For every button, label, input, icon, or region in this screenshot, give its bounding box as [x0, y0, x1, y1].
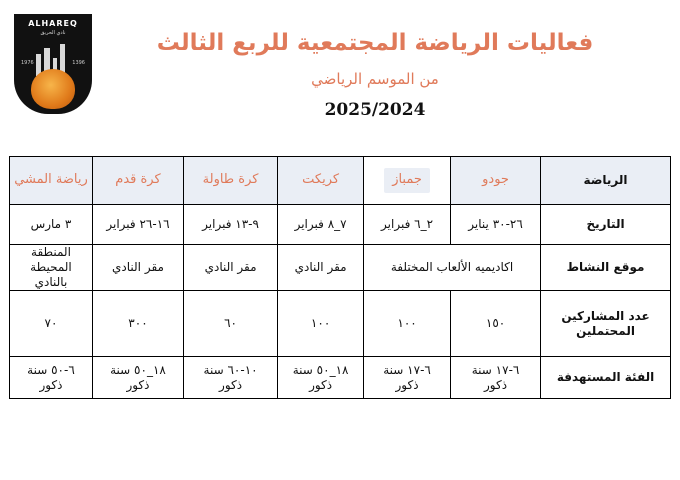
target-cell [278, 357, 364, 399]
date-cell: ٧_٨ فبراير [278, 205, 364, 245]
logo-name: ALHAREQ [28, 19, 78, 28]
sport-row-label: الرياضة [541, 157, 671, 205]
logo-year-right: 1396 [72, 60, 85, 66]
sport-judo: جودو [451, 157, 541, 205]
participants-cell: ١٠٠ [364, 291, 451, 357]
participants-cell: ١٥٠ [451, 291, 541, 357]
date-row-label: التاريخ [541, 205, 671, 245]
location-row [10, 245, 671, 291]
club-logo [14, 14, 92, 114]
date-row [10, 205, 671, 245]
target-age: ٦-٥٠ سنة [27, 362, 75, 377]
target-cell [451, 357, 541, 399]
target-age: ١٨_٥٠ سنة [110, 362, 166, 377]
date-cell: ٣ مارس [10, 205, 93, 245]
basketball-icon [31, 69, 75, 109]
page-title: فعاليات الرياضة المجتمعية للربع الثالث [156, 30, 594, 56]
season-year: 2025/2024 [324, 100, 426, 120]
sport-gymnastics: جمباز [384, 168, 430, 192]
location-cell: مقر النادي [278, 245, 364, 291]
logo-arabic-name: نادي الحريق [40, 30, 66, 36]
sport-football: كرة قدم [92, 157, 183, 205]
participants-cell: ٦٠ [184, 291, 278, 357]
target-gender: ذكور [309, 377, 333, 392]
participants-cell: ٧٠ [10, 291, 93, 357]
target-age: ١٨_٥٠ سنة [292, 362, 349, 377]
target-cell [10, 357, 93, 399]
date-cell: ٢_٦ فبراير [364, 205, 451, 245]
target-cell [92, 357, 183, 399]
location-cell: مقر النادي [184, 245, 278, 291]
target-gender: ذكور [484, 377, 508, 392]
target-age: ٦-١٧ سنة [471, 362, 520, 377]
location-cell: اكاديميه الألعاب المختلفة [364, 245, 541, 291]
target-gender: ذكور [395, 377, 419, 392]
location-row-label: موقع النشاط [541, 245, 671, 291]
target-cell [184, 357, 278, 399]
participants-cell: ١٠٠ [278, 291, 364, 357]
sport-gymnastics-cell [364, 157, 451, 205]
target-gender: ذكور [219, 377, 243, 392]
target-age: ١٠-٦٠ سنة [203, 362, 258, 377]
location-cell: مقر النادي [92, 245, 183, 291]
logo-year-left: 1976 [21, 60, 34, 66]
target-gender: ذكور [126, 377, 150, 392]
participants-cell: ٣٠٠ [92, 291, 183, 357]
target-row-label: الفئة المستهدفة [541, 357, 671, 399]
sport-row [10, 157, 671, 205]
date-cell: ٢٦-٣٠ يناير [451, 205, 541, 245]
sport-table-tennis: كرة طاولة [184, 157, 278, 205]
target-gender: ذكور [39, 377, 63, 392]
participants-row-label: عدد المشاركين المحتملين [541, 291, 671, 357]
sport-cricket: كريكت [278, 157, 364, 205]
date-cell: ٩-١٣ فبراير [184, 205, 278, 245]
target-cell [364, 357, 451, 399]
target-row [10, 357, 671, 399]
participants-row [10, 291, 671, 357]
date-cell: ١٦-٢٦ فبراير [92, 205, 183, 245]
location-cell: المنطقة المحيطة بالنادي [10, 245, 93, 291]
page-subtitle: من الموسم الرياضي [311, 70, 439, 88]
events-table [9, 156, 671, 399]
target-age: ٦-١٧ سنة [383, 362, 431, 377]
sport-walking: رياضة المشي [10, 157, 93, 205]
